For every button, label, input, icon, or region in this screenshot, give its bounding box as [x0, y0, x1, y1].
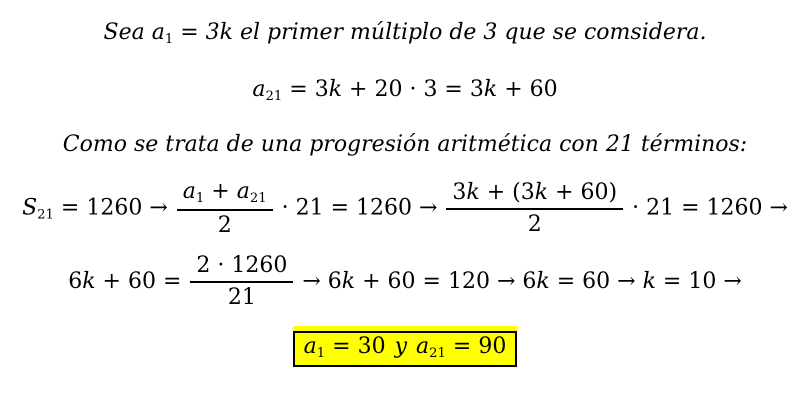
subscript: 1 — [164, 31, 174, 47]
math-var: k — [536, 268, 550, 294]
equation-line-6k — [0, 253, 810, 311]
equation-line-s21 — [0, 179, 810, 238]
math-segment: = 90 — [445, 334, 507, 360]
subscript: 21 — [37, 207, 54, 223]
math-var: a — [303, 334, 317, 360]
math-segment: + (3 — [479, 180, 535, 206]
math-segment: · 21 = 1260 → — [625, 195, 788, 221]
equation-line-a21 — [0, 75, 810, 106]
math-segment: 6 — [68, 268, 83, 294]
fraction — [177, 179, 273, 238]
text-segment: Sea a — [103, 20, 165, 45]
math-segment: = 3 — [282, 76, 329, 102]
math-segment: + — [204, 179, 237, 205]
math-var: a — [236, 179, 250, 205]
math-var: k — [642, 268, 656, 294]
math-var: a — [252, 76, 266, 102]
math-segment: → 6 — [295, 268, 342, 294]
text-segment: = 3k el primer múltiplo de 3 que se comsidera. — [173, 20, 707, 45]
text-segment: Como se trata de una progresión aritmética con 21 términos: — [62, 131, 748, 157]
fraction-numerator — [177, 179, 273, 211]
subscript: 1 — [195, 191, 205, 207]
fraction — [190, 253, 293, 311]
math-segment: + 60 — [497, 76, 558, 102]
math-var: k — [534, 180, 549, 206]
fraction-numerator — [446, 180, 623, 210]
math-var: k — [466, 180, 480, 206]
math-segment: = 1260 → — [53, 195, 175, 221]
result-row — [0, 326, 810, 367]
statement-line-2 — [0, 130, 810, 160]
math-segment: + 60 = — [95, 268, 189, 294]
result-box — [293, 331, 518, 367]
statement-line-1 — [0, 18, 810, 49]
math-var: k — [341, 268, 356, 294]
subscript: 1 — [316, 346, 326, 362]
conjunction: y — [394, 334, 408, 360]
fraction-denominator: 2 — [217, 213, 232, 239]
math-segment: = 60 → — [549, 268, 643, 294]
fraction — [446, 180, 623, 238]
math-segment: = 10 → — [655, 268, 742, 294]
math-var: a — [416, 334, 430, 360]
math-var: k — [82, 268, 96, 294]
math-var: a — [182, 179, 196, 205]
math-segment: + 60 = 120 → 6 — [355, 268, 537, 294]
math-var: k — [328, 76, 343, 102]
math-segment: + 60) — [548, 180, 618, 206]
math-var: S — [22, 195, 38, 221]
math-segment: · 21 = 1260 → — [274, 195, 445, 221]
result-highlight — [293, 326, 518, 367]
subscript: 21 — [249, 191, 267, 207]
math-segment: + 20 · 3 = 3 — [342, 76, 484, 102]
subscript: 21 — [429, 346, 446, 362]
math-var: k — [483, 76, 498, 102]
subscript: 21 — [265, 88, 283, 104]
math-segment: = 30 — [325, 334, 386, 360]
fraction-denominator: 21 — [227, 284, 256, 310]
fraction-numerator: 2 · 1260 — [190, 253, 293, 283]
fraction-denominator: 2 — [527, 212, 542, 238]
math-segment: 3 — [452, 180, 467, 206]
